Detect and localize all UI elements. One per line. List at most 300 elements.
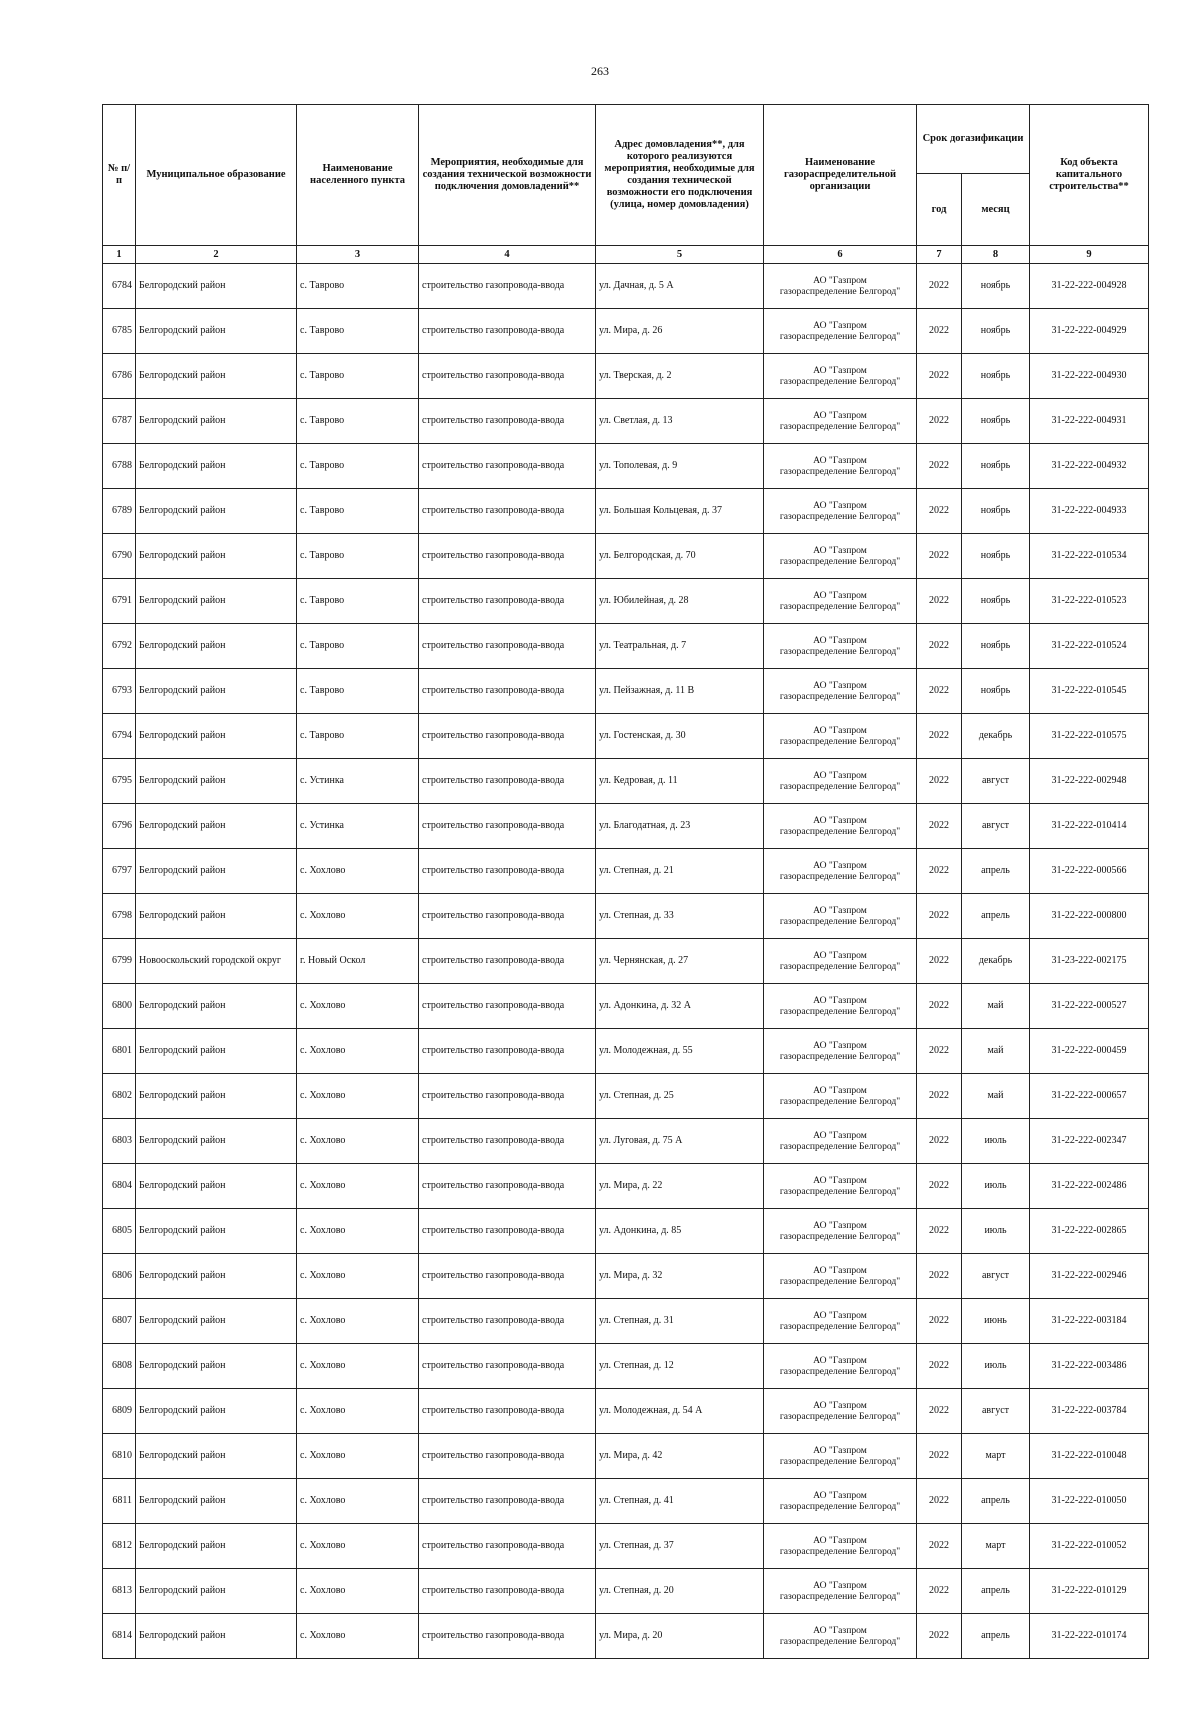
organization-line-1: АО "Газпром <box>813 409 867 421</box>
cell-measure: строительство газопровода-ввода <box>419 1074 596 1119</box>
cell-code: 31-22-222-000657 <box>1030 1074 1149 1119</box>
organization-line-2: газораспределение Белгород" <box>779 421 901 432</box>
cell-municipality: Белгородский район <box>136 1479 297 1524</box>
table-row <box>103 1479 1149 1524</box>
cell-settlement: с. Хохлово <box>297 1119 419 1164</box>
cell-settlement: с. Таврово <box>297 579 419 624</box>
cell-num: 6800 <box>103 984 136 1029</box>
cell-settlement: с. Таврово <box>297 264 419 309</box>
organization-line-2: газораспределение Белгород" <box>779 646 901 657</box>
cell-settlement: с. Хохлово <box>297 1479 419 1524</box>
cell-year: 2022 <box>917 1299 962 1344</box>
cell-code: 31-22-222-002347 <box>1030 1119 1149 1164</box>
organization-line-2: газораспределение Белгород" <box>779 691 901 702</box>
cell-measure: строительство газопровода-ввода <box>419 1254 596 1299</box>
cell-municipality: Белгородский район <box>136 399 297 444</box>
cell-month: май <box>962 1074 1030 1119</box>
cell-measure: строительство газопровода-ввода <box>419 624 596 669</box>
table-row <box>103 1164 1149 1209</box>
table-row <box>103 1299 1149 1344</box>
cell-address: ул. Степная, д. 21 <box>596 849 764 894</box>
organization-line-1: АО "Газпром <box>813 1039 867 1051</box>
cell-measure: строительство газопровода-ввода <box>419 1569 596 1614</box>
cell-municipality: Белгородский район <box>136 1569 297 1614</box>
table-row <box>103 1434 1149 1479</box>
organization-line-2: газораспределение Белгород" <box>779 871 901 882</box>
cell-address: ул. Гостенская, д. 30 <box>596 714 764 759</box>
cell-measure: строительство газопровода-ввода <box>419 1524 596 1569</box>
cell-measure: строительство газопровода-ввода <box>419 264 596 309</box>
cell-address: ул. Большая Кольцевая, д. 37 <box>596 489 764 534</box>
cell-municipality: Белгородский район <box>136 1254 297 1299</box>
cell-address: ул. Молодежная, д. 54 А <box>596 1389 764 1434</box>
cell-organization <box>764 984 917 1029</box>
organization-line-1: АО "Газпром <box>813 949 867 961</box>
table-row <box>103 309 1149 354</box>
cell-address: ул. Степная, д. 37 <box>596 1524 764 1569</box>
organization-line-1: АО "Газпром <box>813 1309 867 1321</box>
table-row <box>103 264 1149 309</box>
cell-code: 31-22-222-010414 <box>1030 804 1149 849</box>
cell-month: апрель <box>962 849 1030 894</box>
cell-measure: строительство газопровода-ввода <box>419 1119 596 1164</box>
cell-month: ноябрь <box>962 579 1030 624</box>
organization-line-1: АО "Газпром <box>813 1084 867 1096</box>
cell-organization <box>764 714 917 759</box>
cell-organization <box>764 1209 917 1254</box>
cell-measure: строительство газопровода-ввода <box>419 579 596 624</box>
cell-year: 2022 <box>917 1614 962 1659</box>
cell-code: 31-22-222-003184 <box>1030 1299 1149 1344</box>
cell-code: 31-22-222-000800 <box>1030 894 1149 939</box>
cell-code: 31-22-222-003486 <box>1030 1344 1149 1389</box>
cell-month: июль <box>962 1119 1030 1164</box>
table-row <box>103 1119 1149 1164</box>
cell-num: 6786 <box>103 354 136 399</box>
cell-code: 31-22-222-004930 <box>1030 354 1149 399</box>
table-row <box>103 354 1149 399</box>
cell-num: 6809 <box>103 1389 136 1434</box>
header-deadline: Срок догазификации <box>917 105 1030 174</box>
organization-line-2: газораспределение Белгород" <box>779 781 901 792</box>
organization-line-1: АО "Газпром <box>813 1444 867 1456</box>
cell-measure: строительство газопровода-ввода <box>419 669 596 714</box>
cell-code: 31-22-222-000527 <box>1030 984 1149 1029</box>
cell-measure: строительство газопровода-ввода <box>419 1479 596 1524</box>
cell-municipality: Белгородский район <box>136 1029 297 1074</box>
cell-num: 6792 <box>103 624 136 669</box>
cell-organization <box>764 489 917 534</box>
organization-line-1: АО "Газпром <box>813 1129 867 1141</box>
cell-measure: строительство газопровода-ввода <box>419 1389 596 1434</box>
cell-organization <box>764 264 917 309</box>
cell-settlement: с. Таврово <box>297 534 419 579</box>
organization-line-1: АО "Газпром <box>813 1264 867 1276</box>
organization-line-1: АО "Газпром <box>813 1624 867 1636</box>
cell-year: 2022 <box>917 489 962 534</box>
cell-month: декабрь <box>962 714 1030 759</box>
cell-num: 6808 <box>103 1344 136 1389</box>
cell-address: ул. Пейзажная, д. 11 В <box>596 669 764 714</box>
cell-num: 6806 <box>103 1254 136 1299</box>
cell-year: 2022 <box>917 1524 962 1569</box>
table-row <box>103 984 1149 1029</box>
cell-address: ул. Степная, д. 25 <box>596 1074 764 1119</box>
cell-month: июль <box>962 1209 1030 1254</box>
table-row <box>103 1254 1149 1299</box>
cell-address: ул. Мира, д. 42 <box>596 1434 764 1479</box>
cell-code: 31-22-222-010524 <box>1030 624 1149 669</box>
organization-line-2: газораспределение Белгород" <box>779 1231 901 1242</box>
header-year: год <box>917 174 962 246</box>
cell-municipality: Белгородский район <box>136 1389 297 1434</box>
cell-municipality: Белгородский район <box>136 849 297 894</box>
cell-month: ноябрь <box>962 399 1030 444</box>
cell-month: август <box>962 1389 1030 1434</box>
organization-line-2: газораспределение Белгород" <box>779 286 901 297</box>
cell-settlement: с. Таврово <box>297 309 419 354</box>
cell-month: август <box>962 804 1030 849</box>
cell-year: 2022 <box>917 534 962 579</box>
cell-year: 2022 <box>917 1209 962 1254</box>
organization-line-2: газораспределение Белгород" <box>779 916 901 927</box>
cell-year: 2022 <box>917 1254 962 1299</box>
cell-num: 6811 <box>103 1479 136 1524</box>
table-row <box>103 1614 1149 1659</box>
cell-settlement: с. Хохлово <box>297 1299 419 1344</box>
cell-month: декабрь <box>962 939 1030 984</box>
cell-municipality: Белгородский район <box>136 354 297 399</box>
cell-municipality: Новооскольский городской округ <box>136 939 297 984</box>
organization-line-1: АО "Газпром <box>813 679 867 691</box>
table-row <box>103 489 1149 534</box>
cell-settlement: с. Хохлово <box>297 849 419 894</box>
cell-address: ул. Благодатная, д. 23 <box>596 804 764 849</box>
organization-line-2: газораспределение Белгород" <box>779 376 901 387</box>
cell-num: 6793 <box>103 669 136 714</box>
cell-month: апрель <box>962 1479 1030 1524</box>
cell-num: 6804 <box>103 1164 136 1209</box>
cell-code: 31-22-222-003784 <box>1030 1389 1149 1434</box>
cell-measure: строительство газопровода-ввода <box>419 939 596 984</box>
cell-address: ул. Степная, д. 20 <box>596 1569 764 1614</box>
cell-num: 6812 <box>103 1524 136 1569</box>
cell-num: 6787 <box>103 399 136 444</box>
header-code: Код объекта капитального строительства** <box>1030 105 1149 246</box>
cell-settlement: с. Хохлово <box>297 1614 419 1659</box>
organization-line-1: АО "Газпром <box>813 904 867 916</box>
cell-municipality: Белгородский район <box>136 1074 297 1119</box>
cell-organization <box>764 669 917 714</box>
cell-year: 2022 <box>917 399 962 444</box>
organization-line-1: АО "Газпром <box>813 454 867 466</box>
cell-settlement: с. Таврово <box>297 714 419 759</box>
header-measures: Мероприятия, необходимые для создания технической возможности подключения домовладений** <box>419 105 596 246</box>
cell-municipality: Белгородский район <box>136 894 297 939</box>
organization-line-2: газораспределение Белгород" <box>779 556 901 567</box>
cell-address: ул. Степная, д. 31 <box>596 1299 764 1344</box>
cell-month: ноябрь <box>962 309 1030 354</box>
organization-line-1: АО "Газпром <box>813 634 867 646</box>
cell-num: 6798 <box>103 894 136 939</box>
cell-year: 2022 <box>917 354 962 399</box>
organization-line-2: газораспределение Белгород" <box>779 961 901 972</box>
organization-line-2: газораспределение Белгород" <box>779 1411 901 1422</box>
organization-line-2: газораспределение Белгород" <box>779 736 901 747</box>
cell-municipality: Белгородский район <box>136 1209 297 1254</box>
header-month: месяц <box>962 174 1030 246</box>
cell-organization <box>764 399 917 444</box>
cell-measure: строительство газопровода-ввода <box>419 1344 596 1389</box>
cell-month: ноябрь <box>962 354 1030 399</box>
cell-measure: строительство газопровода-ввода <box>419 1029 596 1074</box>
cell-organization <box>764 624 917 669</box>
organization-line-1: АО "Газпром <box>813 499 867 511</box>
organization-line-1: АО "Газпром <box>813 1219 867 1231</box>
organization-line-2: газораспределение Белгород" <box>779 1456 901 1467</box>
cell-month: март <box>962 1524 1030 1569</box>
cell-code: 31-23-222-002175 <box>1030 939 1149 984</box>
cell-num: 6801 <box>103 1029 136 1074</box>
cell-code: 31-22-222-002486 <box>1030 1164 1149 1209</box>
cell-municipality: Белгородский район <box>136 1299 297 1344</box>
cell-measure: строительство газопровода-ввода <box>419 1164 596 1209</box>
cell-address: ул. Чернянская, д. 27 <box>596 939 764 984</box>
cell-num: 6810 <box>103 1434 136 1479</box>
cell-organization <box>764 579 917 624</box>
table-row <box>103 669 1149 714</box>
cell-month: май <box>962 1029 1030 1074</box>
organization-line-2: газораспределение Белгород" <box>779 1276 901 1287</box>
cell-num: 6796 <box>103 804 136 849</box>
cell-municipality: Белгородский район <box>136 534 297 579</box>
cell-municipality: Белгородский район <box>136 1434 297 1479</box>
cell-municipality: Белгородский район <box>136 804 297 849</box>
organization-line-2: газораспределение Белгород" <box>779 466 901 477</box>
cell-num: 6799 <box>103 939 136 984</box>
cell-settlement: с. Хохлово <box>297 1344 419 1389</box>
organization-line-1: АО "Газпром <box>813 1399 867 1411</box>
organization-line-1: АО "Газпром <box>813 364 867 376</box>
cell-organization <box>764 1524 917 1569</box>
organization-line-1: АО "Газпром <box>813 589 867 601</box>
organization-line-1: АО "Газпром <box>813 1534 867 1546</box>
table-row <box>103 1569 1149 1614</box>
cell-address: ул. Мира, д. 22 <box>596 1164 764 1209</box>
cell-settlement: с. Таврово <box>297 399 419 444</box>
cell-organization <box>764 1299 917 1344</box>
organization-line-2: газораспределение Белгород" <box>779 1321 901 1332</box>
cell-measure: строительство газопровода-ввода <box>419 309 596 354</box>
cell-organization <box>764 1029 917 1074</box>
cell-municipality: Белгородский район <box>136 1344 297 1389</box>
cell-code: 31-22-222-010534 <box>1030 534 1149 579</box>
cell-year: 2022 <box>917 714 962 759</box>
cell-settlement: с. Хохлово <box>297 1254 419 1299</box>
table-row <box>103 444 1149 489</box>
cell-code: 31-22-222-010052 <box>1030 1524 1149 1569</box>
cell-month: июль <box>962 1164 1030 1209</box>
cell-organization <box>764 1479 917 1524</box>
cell-address: ул. Степная, д. 41 <box>596 1479 764 1524</box>
cell-code: 31-22-222-004928 <box>1030 264 1149 309</box>
cell-num: 6795 <box>103 759 136 804</box>
organization-line-1: АО "Газпром <box>813 1354 867 1366</box>
page-number: 263 <box>591 64 609 78</box>
cell-municipality: Белгородский район <box>136 1119 297 1164</box>
organization-line-1: АО "Газпром <box>813 1489 867 1501</box>
organization-line-2: газораспределение Белгород" <box>779 1366 901 1377</box>
cell-num: 6813 <box>103 1569 136 1614</box>
cell-organization <box>764 1569 917 1614</box>
cell-year: 2022 <box>917 579 962 624</box>
cell-month: апрель <box>962 1569 1030 1614</box>
cell-settlement: г. Новый Оскол <box>297 939 419 984</box>
cell-code: 31-22-222-010129 <box>1030 1569 1149 1614</box>
cell-month: ноябрь <box>962 624 1030 669</box>
cell-settlement: с. Хохлово <box>297 1029 419 1074</box>
cell-organization <box>764 939 917 984</box>
table-row <box>103 1209 1149 1254</box>
cell-year: 2022 <box>917 1164 962 1209</box>
column-number: 4 <box>419 246 596 264</box>
cell-address: ул. Кедровая, д. 11 <box>596 759 764 804</box>
table-row <box>103 759 1149 804</box>
organization-line-1: АО "Газпром <box>813 274 867 286</box>
organization-line-1: АО "Газпром <box>813 1174 867 1186</box>
gasification-table <box>102 104 1149 1659</box>
cell-measure: строительство газопровода-ввода <box>419 804 596 849</box>
column-number: 9 <box>1030 246 1149 264</box>
cell-municipality: Белгородский район <box>136 309 297 354</box>
cell-organization <box>764 849 917 894</box>
cell-year: 2022 <box>917 804 962 849</box>
cell-address: ул. Театральная, д. 7 <box>596 624 764 669</box>
cell-code: 31-22-222-004932 <box>1030 444 1149 489</box>
organization-line-2: газораспределение Белгород" <box>779 1186 901 1197</box>
organization-line-2: газораспределение Белгород" <box>779 1141 901 1152</box>
cell-organization <box>764 804 917 849</box>
table-row <box>103 894 1149 939</box>
cell-num: 6785 <box>103 309 136 354</box>
cell-settlement: с. Хохлово <box>297 1209 419 1254</box>
cell-measure: строительство газопровода-ввода <box>419 354 596 399</box>
table-row <box>103 714 1149 759</box>
header-settlement: Наименование населенного пункта <box>297 105 419 246</box>
cell-code: 31-22-222-010575 <box>1030 714 1149 759</box>
column-number: 7 <box>917 246 962 264</box>
column-number: 6 <box>764 246 917 264</box>
cell-measure: строительство газопровода-ввода <box>419 894 596 939</box>
cell-measure: строительство газопровода-ввода <box>419 444 596 489</box>
cell-num: 6814 <box>103 1614 136 1659</box>
cell-num: 6788 <box>103 444 136 489</box>
organization-line-2: газораспределение Белгород" <box>779 1636 901 1647</box>
cell-code: 31-22-222-002865 <box>1030 1209 1149 1254</box>
cell-measure: строительство газопровода-ввода <box>419 1614 596 1659</box>
organization-line-1: АО "Газпром <box>813 319 867 331</box>
organization-line-2: газораспределение Белгород" <box>779 1546 901 1557</box>
cell-year: 2022 <box>917 849 962 894</box>
organization-line-2: газораспределение Белгород" <box>779 511 901 522</box>
organization-line-2: газораспределение Белгород" <box>779 1096 901 1107</box>
cell-year: 2022 <box>917 1344 962 1389</box>
table-row <box>103 399 1149 444</box>
cell-year: 2022 <box>917 894 962 939</box>
table-row <box>103 849 1149 894</box>
cell-address: ул. Луговая, д. 75 А <box>596 1119 764 1164</box>
cell-year: 2022 <box>917 1389 962 1434</box>
cell-address: ул. Молодежная, д. 55 <box>596 1029 764 1074</box>
cell-num: 6784 <box>103 264 136 309</box>
cell-address: ул. Степная, д. 12 <box>596 1344 764 1389</box>
cell-measure: строительство газопровода-ввода <box>419 399 596 444</box>
header-num: № п/п <box>103 105 136 246</box>
cell-settlement: с. Таврово <box>297 669 419 714</box>
cell-month: июнь <box>962 1299 1030 1344</box>
cell-month: апрель <box>962 1614 1030 1659</box>
cell-month: май <box>962 984 1030 1029</box>
cell-municipality: Белгородский район <box>136 1614 297 1659</box>
cell-organization <box>764 309 917 354</box>
cell-organization <box>764 1434 917 1479</box>
cell-address: ул. Тверская, д. 2 <box>596 354 764 399</box>
column-number: 1 <box>103 246 136 264</box>
cell-num: 6802 <box>103 1074 136 1119</box>
cell-organization <box>764 759 917 804</box>
organization-line-2: газораспределение Белгород" <box>779 1006 901 1017</box>
cell-measure: строительство газопровода-ввода <box>419 1434 596 1479</box>
cell-num: 6789 <box>103 489 136 534</box>
cell-address: ул. Адонкина, д. 32 А <box>596 984 764 1029</box>
cell-code: 31-22-222-010050 <box>1030 1479 1149 1524</box>
table-row <box>103 1389 1149 1434</box>
organization-line-1: АО "Газпром <box>813 544 867 556</box>
cell-num: 6797 <box>103 849 136 894</box>
cell-settlement: с. Хохлово <box>297 1524 419 1569</box>
cell-municipality: Белгородский район <box>136 1524 297 1569</box>
cell-municipality: Белгородский район <box>136 1164 297 1209</box>
cell-organization <box>764 1614 917 1659</box>
table-row <box>103 939 1149 984</box>
cell-year: 2022 <box>917 624 962 669</box>
table-header <box>103 105 1149 264</box>
cell-code: 31-22-222-004931 <box>1030 399 1149 444</box>
cell-year: 2022 <box>917 1479 962 1524</box>
cell-year: 2022 <box>917 669 962 714</box>
cell-address: ул. Мира, д. 32 <box>596 1254 764 1299</box>
organization-line-2: газораспределение Белгород" <box>779 601 901 612</box>
table-row <box>103 1524 1149 1569</box>
cell-settlement: с. Хохлово <box>297 1434 419 1479</box>
cell-measure: строительство газопровода-ввода <box>419 534 596 579</box>
cell-year: 2022 <box>917 264 962 309</box>
cell-settlement: с. Таврово <box>297 624 419 669</box>
cell-measure: строительство газопровода-ввода <box>419 714 596 759</box>
cell-code: 31-22-222-004933 <box>1030 489 1149 534</box>
cell-organization <box>764 1254 917 1299</box>
cell-organization <box>764 894 917 939</box>
cell-code: 31-22-222-010048 <box>1030 1434 1149 1479</box>
cell-month: ноябрь <box>962 489 1030 534</box>
column-number: 2 <box>136 246 297 264</box>
cell-month: ноябрь <box>962 534 1030 579</box>
cell-address: ул. Белгородская, д. 70 <box>596 534 764 579</box>
cell-year: 2022 <box>917 1434 962 1479</box>
cell-num: 6790 <box>103 534 136 579</box>
cell-month: август <box>962 759 1030 804</box>
cell-year: 2022 <box>917 759 962 804</box>
